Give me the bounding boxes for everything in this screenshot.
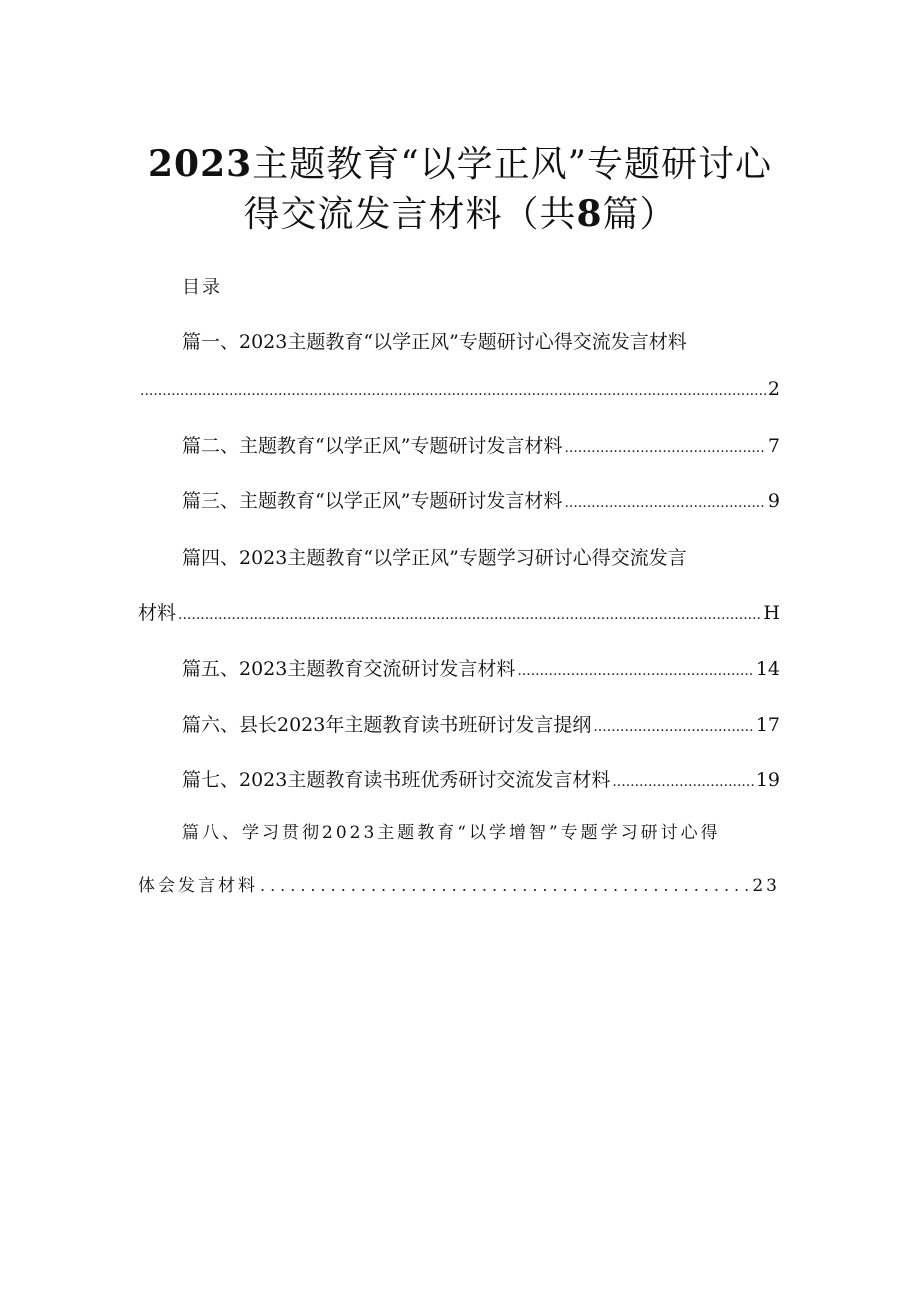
title-count: 8 — [576, 193, 603, 235]
toc-page-number: 14 — [755, 658, 780, 680]
toc-heading: 目录 — [182, 277, 222, 298]
toc-entry-title: 篇六、县长2023年主题教育读书班研讨发言提纲 — [182, 714, 592, 736]
toc-entry-title: 篇三、主题教育“以学正风”专题研讨发言材料 — [182, 490, 563, 512]
toc-entry-title: 篇一、2023主题教育“以学正风”专题研讨心得交流发言材料 — [182, 331, 687, 353]
toc-entry-7[interactable] — [182, 765, 780, 792]
toc-entry-title: 篇八、学习贯彻2023主题教育“以学增智”专题学习研讨心得 — [182, 823, 721, 843]
toc-entry-8-leader[interactable] — [138, 871, 780, 896]
dot-leader — [140, 383, 766, 399]
toc-page-number: 19 — [755, 769, 780, 791]
toc-entry-6[interactable] — [182, 710, 780, 737]
dot-leader — [593, 719, 753, 735]
toc-entry-continuation: 材料 — [138, 602, 177, 624]
dot-leader — [612, 774, 753, 790]
toc-entry-5[interactable] — [182, 654, 780, 681]
toc-page-number: 23 — [752, 876, 780, 896]
toc-entry-continuation: 体会发言材料 — [138, 876, 258, 896]
toc-entry-8-title[interactable] — [182, 818, 742, 843]
document-title-line-2 — [0, 186, 920, 237]
toc-entry-1-title[interactable] — [182, 327, 742, 354]
dot-leader — [178, 607, 761, 623]
title-text-2a: 得交流发言材料（共 — [243, 194, 577, 235]
toc-page-number: 2 — [767, 378, 780, 400]
document-title-line-1 — [0, 136, 920, 187]
toc-page-number: 9 — [767, 490, 780, 512]
toc-entry-title: 篇二、主题教育“以学正风”专题研讨发言材料 — [182, 435, 563, 457]
toc-entry-title: 篇五、2023主题教育交流研讨发言材料 — [182, 658, 516, 680]
dot-leader — [564, 495, 765, 511]
dot-leader — [517, 663, 753, 679]
toc-page-number: 7 — [767, 435, 780, 457]
dot-leader — [260, 876, 750, 895]
toc-entry-2[interactable] — [182, 431, 780, 458]
toc-entry-title: 篇四、2023主题教育“以学正风”专题学习研讨心得交流发言 — [182, 547, 687, 569]
toc-page-number: 17 — [755, 714, 780, 736]
title-year: 2023 — [147, 143, 253, 185]
toc-entry-1-leader[interactable] — [138, 378, 780, 400]
title-text-2b: 篇） — [602, 194, 677, 235]
toc-entry-title: 篇七、2023主题教育读书班优秀研讨交流发言材料 — [182, 769, 611, 791]
title-text-1: 主题教育“以学正风”专题研讨心 — [252, 144, 772, 185]
toc-entry-3[interactable] — [182, 486, 780, 513]
toc-entry-4-leader[interactable] — [138, 598, 780, 625]
toc-page-number: H — [763, 602, 780, 624]
toc-entry-4-title[interactable] — [182, 543, 742, 570]
dot-leader — [564, 440, 765, 456]
